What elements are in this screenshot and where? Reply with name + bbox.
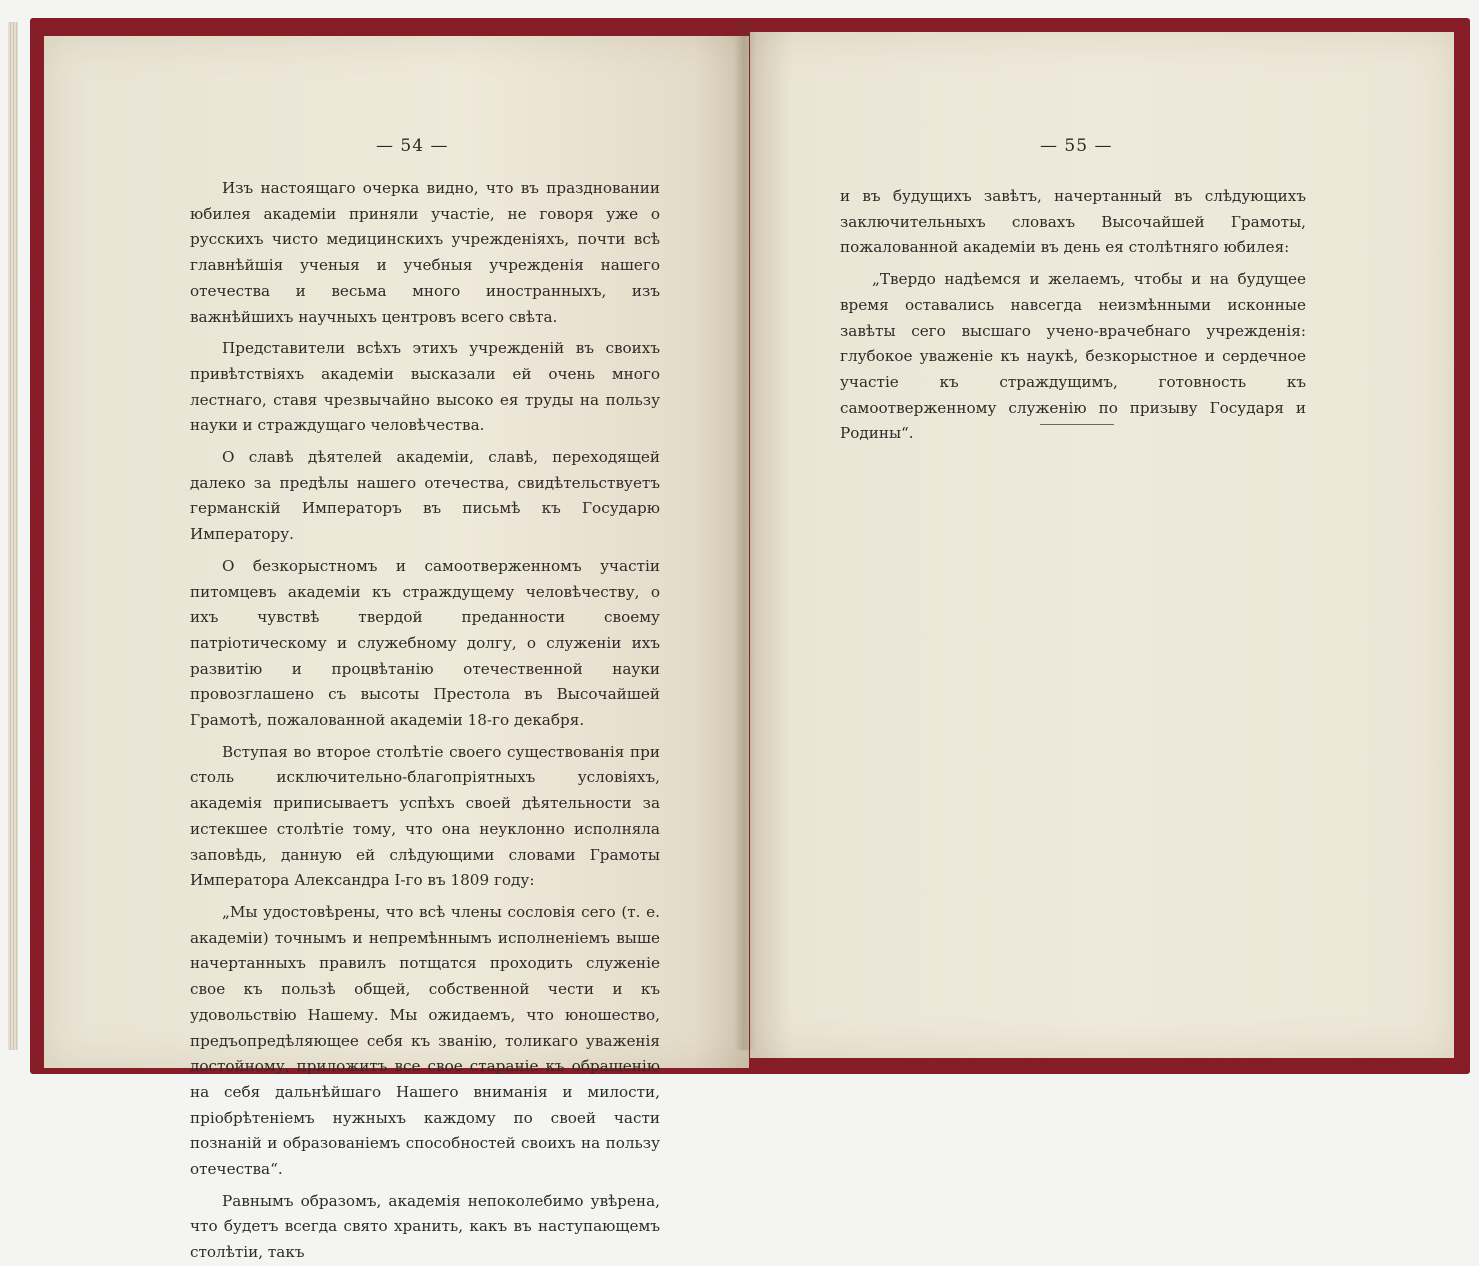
quote-paragraph: „Твердо надѣемся и желаемъ, чтобы и на будущее время оставались навсегда неизмѣнными исконные завѣты сего высшаго учено-врачебнаго учрежденія: глубокое уваженіе къ наукѣ, безкорыстное и сердечное участіе къ страждущимъ, готовность къ самоотверженному служенію по призыву Государя и Родины“. (840, 270, 1306, 443)
right-page-text (840, 184, 1306, 447)
paragraph-7: Равнымъ образомъ, академія непоколебимо увѣрена, что будетъ всегда свято хранить, какъ въ наступающемъ столѣтіи, такъ (190, 1191, 660, 1262)
left-page-text (190, 176, 660, 1266)
closing-rule (1040, 424, 1114, 425)
right-page-number: — 55 — (1040, 136, 1113, 156)
paragraph-2: Представители всѣхъ этихъ учрежденій въ своихъ привѣтствіяхъ академіи высказали ей очень много лестнаго, ставя чрезвычайно высоко ея труды на пользу науки и страждущаго человѣчества. (190, 339, 660, 435)
spine-gutter (734, 20, 756, 1050)
left-page-number: — 54 — (376, 136, 449, 156)
paragraph-1: и въ будущихъ завѣтъ, начертанный въ слѣдующихъ заключительныхъ словахъ Высочайшей Грамоты, пожалованной академіи въ день ея столѣтняго юбилея: (840, 187, 1306, 257)
paragraph-1: Изъ настоящаго очерка видно, что въ праздновании юбилея академіи приняли участіе, не говоря уже о русскихъ чисто медицинскихъ учрежденіяхъ, почти всѣ главнѣйшія ученыя и учебныя учрежденія нашего отечества и весьма много иностранныхъ, изъ важнѣйшихъ научныхъ центровъ всего свѣта. (190, 179, 660, 326)
paragraph-4: О безкорыстномъ и самоотверженномъ участіи питомцевъ академіи къ страждущему человѣчеству, о ихъ чувствѣ твердой преданности своему патріотическому и служебному долгу, о служеніи ихъ развитію и процвѣтанію отечественной науки провозглашено съ высоты Престола въ Высочайшей Грамотѣ, пожалованной академіи 18-го декабря. (190, 556, 660, 730)
quote-paragraph: „Мы удостовѣрены, что всѣ члены сословія сего (т. е. академіи) точнымъ и непремѣннымъ исполненіемъ выше начертанныхъ правилъ потщатся проходить служеніе свое къ пользѣ общей, собственной чести и къ удовольствію Нашему. Мы ожидаемъ, что юношество, предъопредѣляющее себя къ званію, толикаго уваженія достойному, приложитъ все свое стараніе къ обращенію на себя дальнѣйшаго Нашего вниманія и милости, пріобрѣтеніемъ нужныхъ каждому по своей части познаній и образованіемъ способностей своихъ на пользу отечества“. (190, 902, 660, 1179)
page-edges (8, 22, 18, 1050)
paragraph-5: Вступая во второе столѣтіе своего существованія при столь исключительно-благопріятныхъ условіяхъ, академія приписываетъ успѣхъ своей дѣятельности за истекшее столѣтіе тому, что она неуклонно исполняла заповѣдь, данную ей слѣдующими словами Грамоты Императора Александра I-го въ 1809 году: (190, 742, 660, 890)
paragraph-3: О славѣ дѣятелей академіи, славѣ, переходящей далеко за предѣлы нашего отечества, свидѣтельствуетъ германскій Императоръ въ письмѣ къ Государю Императору. (190, 448, 660, 544)
